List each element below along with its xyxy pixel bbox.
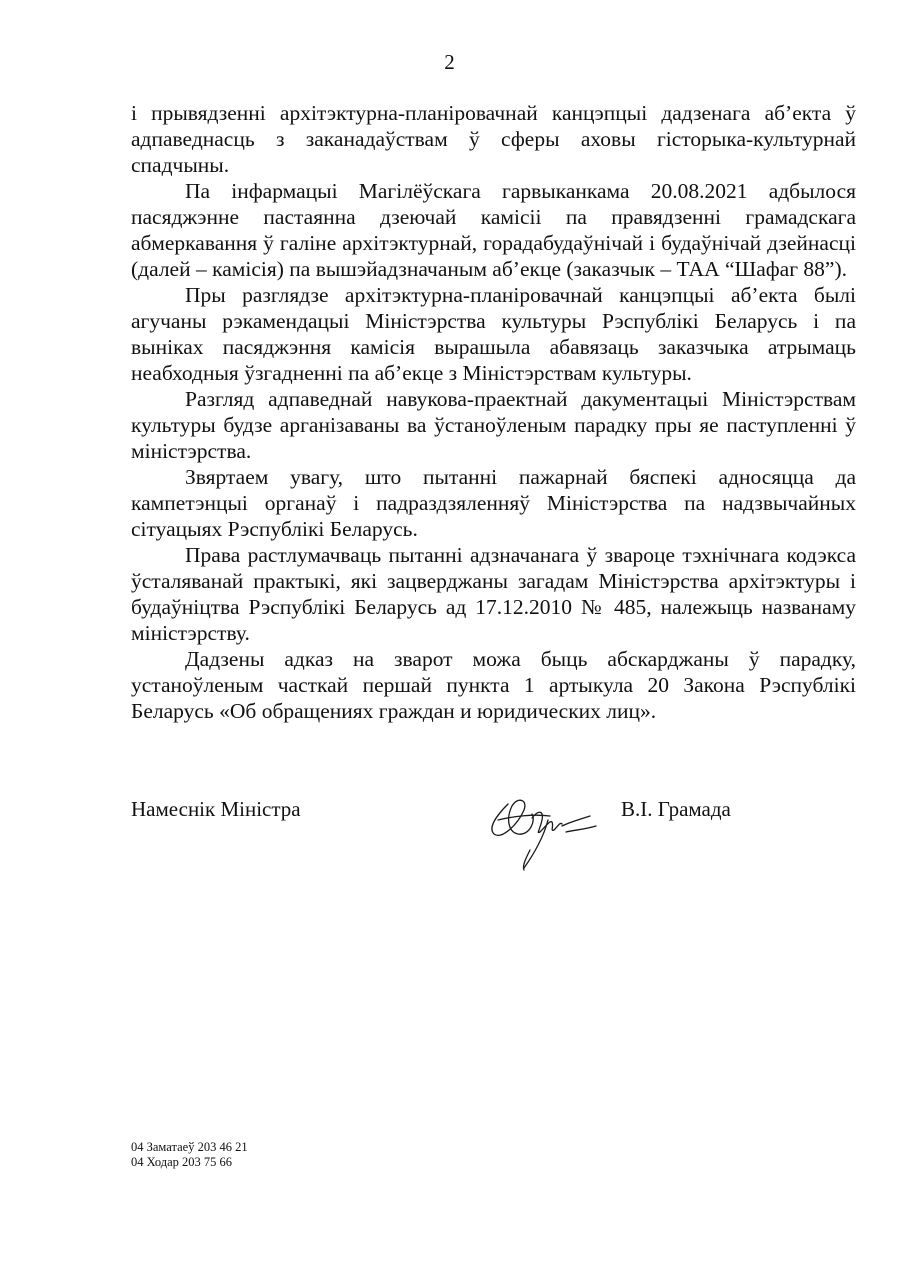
paragraph-appeal-rights: Дадзены адказ на зварот можа быць абскарджаны ў парадку, устаноўленым часткай першай пункта 1 артыкула 20 Закона Рэспублікі Беларусь «Об обращениях граждан и юридических лиц». xyxy=(131,647,856,723)
contact-line: 04 Заматаеў 203 46 21 xyxy=(131,1140,248,1154)
paragraph-technical-code: Права растлумачваць пытанні адзначанага ў звароце тэхнічнага кодэкса ўсталяванай практыкі, які зацверджаны загадам Міністэрства архітэктуры і будаўніцтва Рэспублікі Беларусь ад 17.12.2010 № 485, належыць названаму міністэрству. xyxy=(131,543,856,645)
paragraph-recommendations: Пры разглядзе архітэктурна-планіровачнай канцэпцыі аб’екта былі агучаны рэкамендацыі Міністэрства культуры Рэспублікі Беларусь і па выніках пасяджэння камісія вырашыла абавязаць заказчыка атрымаць неабходныя ўзгадненні па аб’екце з Міністэрствам культуры. xyxy=(131,283,856,385)
paragraph-fire-safety: Звяртаем увагу, што пытанні пажарнай бяспекі адносяцца да кампетэнцыі органаў і падраздзяленняў Міністэрства па надзвычайных сітуацыях Рэспублікі Беларусь. xyxy=(131,465,856,541)
paragraph-commission-meeting: Па інфармацыі Магілёўскага гарвыканкама 20.08.2021 адбылося пасяджэнне пастаянна дзеючай камісіі па правядзенні грамадскага абмеркавання ў галіне архітэктурнай, горадабудаўнічай і будаўнічай дзейнасці (далей – камісія) па вышэйадзначаным аб’екце (заказчык – ТАА “Шафаг 88”). xyxy=(131,179,856,281)
page-number: 2 xyxy=(444,50,455,74)
contacts-footer xyxy=(131,1140,248,1170)
paragraph-documentation-review: Разгляд адпаведнай навукова-праектнай дакументацыі Міністэрствам культуры будзе арганізаваны ва ўстаноўленым парадку пры яе паступленні ў міністэрства. xyxy=(131,387,856,463)
paragraph-continuation: і прывядзенні архітэктурна-планіровачнай канцэпцыі дадзенага аб’екта ў адпаведнасць з заканадаўствам ў сферы аховы гісторыка-культурнай спадчыны. xyxy=(131,101,856,177)
signatory-name: В.І. Грамада xyxy=(621,797,731,821)
letter-body xyxy=(131,100,856,724)
contact-line: 04 Ходар 203 75 66 xyxy=(131,1155,233,1169)
signatory-title: Намеснік Міністра xyxy=(131,797,301,821)
handwritten-signature xyxy=(478,776,608,876)
